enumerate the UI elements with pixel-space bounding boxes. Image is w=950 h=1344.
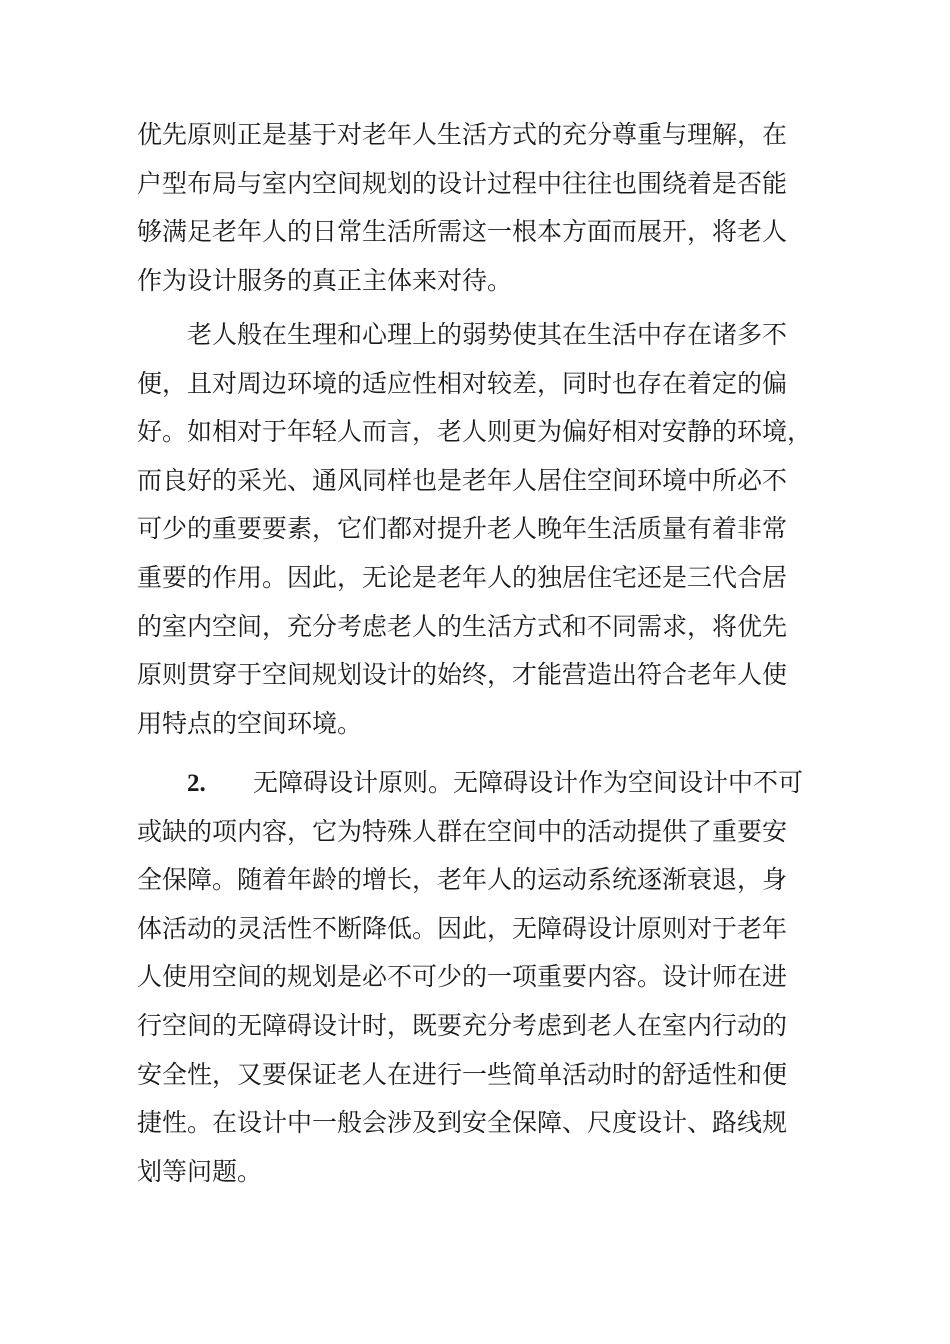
paragraph-line: 捷性。在设计中一般会涉及到安全保障、尺度设计、路线规 <box>137 1108 788 1138</box>
list-number: 2. <box>187 770 206 797</box>
paragraph-line: 用特点的空间环境。 <box>137 708 363 738</box>
paragraph-3 <box>137 759 827 1196</box>
paragraph-line: 的室内空间，充分考虑老人的生活方式和不同需求，将优先 <box>137 611 788 641</box>
paragraph-line: 老人般在生理和心理上的弱势使其在生活中存在诸多不 <box>187 320 788 349</box>
paragraph-line: 够满足老年人的日常生活所需这一根本方面而展开，将老人 <box>137 217 788 247</box>
paragraph-line: 无障碍设计原则。无障碍设计作为空间设计中不可 <box>253 768 804 797</box>
paragraph-line: 便，且对周边环境的适应性相对较差，同时也存在着定的偏 <box>137 368 788 398</box>
paragraph-line: 划等问题。 <box>137 1156 263 1186</box>
paragraph-first-line <box>137 759 827 808</box>
paragraph-line: 好。如相对于年轻人而言，老人则更为偏好相对安静的环境， <box>137 417 813 447</box>
paragraph-line: 或缺的项内容，它为特殊人群在空间中的活动提供了重要安 <box>137 816 788 846</box>
paragraph-line: 重要的作用。因此，无论是老年人的独居住宅还是三代合居 <box>137 562 788 592</box>
paragraph-line: 户型布局与室内空间规划的设计过程中往往也围绕着是否能 <box>137 168 788 198</box>
paragraph-line: 人使用空间的规划是必不可少的一项重要内容。设计师在进 <box>137 962 788 992</box>
paragraph-2 <box>137 311 827 748</box>
paragraph-line: 安全性，又要保证老人在进行一些简单活动时的舒适性和便 <box>137 1059 788 1089</box>
paragraph-line: 可少的重要要素，它们都对提升老人晚年生活质量有着非常 <box>137 514 788 544</box>
paragraph-line: 作为设计服务的真正主体来对待。 <box>137 265 513 295</box>
paragraph-line: 原则贯穿于空间规划设计的始终，才能营造出符合老年人使 <box>137 660 788 690</box>
paragraph-line: 优先原则正是基于对老年人生活方式的充分尊重与理解，在 <box>137 120 788 149</box>
paragraph-line: 体活动的灵活性不断降低。因此，无障碍设计原则对于老年 <box>137 913 788 943</box>
paragraph-line: 而良好的采光、通风同样也是老年人居住空间环境中所必不 <box>137 465 788 495</box>
paragraph-line: 行空间的无障碍设计时，既要充分考虑到老人在室内行动的 <box>137 1010 788 1040</box>
paragraph-line: 全保障。随着年龄的增长，老年人的运动系统逐渐衰退，身 <box>137 865 788 895</box>
paragraph-1 <box>137 111 827 305</box>
